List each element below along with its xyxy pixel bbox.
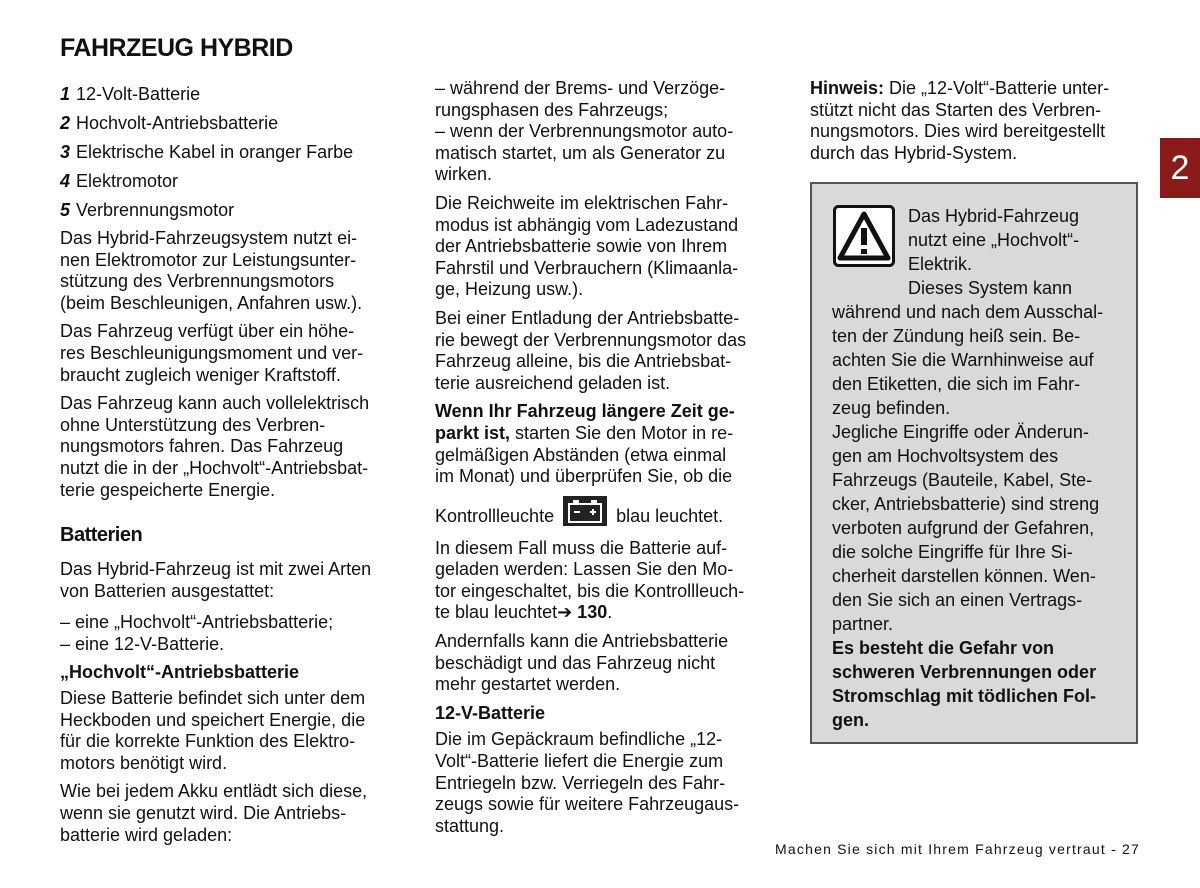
paragraph: Das Hybrid-Fahrzeug ist mit zwei Arten von Batterien ausgestattet: <box>60 559 372 601</box>
item-text: Verbrennungsmotor <box>76 200 235 220</box>
warning-text: Jegliche Eingriffe oder Änderun- gen am Hochvoltsystem des Fahrzeugs (Bauteile, Kabel, Ste- cker, Antriebsbatterie) sind streng verboten aufgrund der Gefahren, die solche Eingriffe für Ihre Si- cherheit darstellen können. Wen- den Sie sich an einen Vertrags- partner. <box>832 422 1100 634</box>
page-title: FAHRZEUG HYBRID <box>60 34 293 62</box>
battery-warning-lamp-icon <box>563 496 607 526</box>
list-item <box>60 171 395 200</box>
paragraph-text: . <box>607 602 613 623</box>
warning-danger-text: Es besteht die Gefahr von schweren Verbrennungen oder Stromschlag mit tödlichen Fol- gen. <box>832 638 1097 730</box>
component-list <box>60 84 395 224</box>
paragraph: Das Hybrid-Fahrzeugsystem nutzt ei- nen Elektromotor zur Leistungsunter- stützung des Verbrennungsmotors (beim Beschleunigen, Anfahren usw.). <box>60 228 363 313</box>
paragraph <box>435 401 770 487</box>
paragraph: Das Fahrzeug verfügt über ein höhe- res Beschleunigungsmoment und ver- braucht zugleich weniger Kraftstoff. <box>60 321 364 385</box>
paragraph: Andernfalls kann die Antriebsbatterie beschädigt und das Fahrzeug nicht mehr gestartet werden. <box>435 631 729 695</box>
section-heading-batterien: Batterien <box>60 524 143 547</box>
item-text: 12-Volt-Batterie <box>76 84 201 104</box>
warning-lamp-line <box>435 496 770 531</box>
note-label: Hinweis: <box>810 78 885 98</box>
item-text: Hochvolt-Antriebsbatterie <box>76 113 279 133</box>
page-footer: Machen Sie sich mit Ihrem Fahrzeug vertraut - 27 <box>775 841 1140 857</box>
warning-text: Dieses System kann <box>908 278 1073 298</box>
item-number: 1 <box>60 84 71 104</box>
subheading-12v: 12-V-Batterie <box>435 702 546 723</box>
warning-box <box>810 182 1138 744</box>
item-number: 5 <box>60 200 71 220</box>
column-1 <box>60 84 395 853</box>
dash-item: – wenn der Verbrennungsmotor auto- matisch startet, um als Generator zu wirken. <box>435 121 734 185</box>
paragraph-text: In diesem Fall muss die Batterie auf- geladen werden: Lassen Sie den Mo- tor eingeschaltet, bis die Kontrollleuch- te blau leuchtet <box>435 537 745 623</box>
paragraph <box>435 538 770 624</box>
bold-lead: Wenn Ihr Fahrzeug längere Zeit ge- parkt ist, <box>435 401 735 443</box>
item-number: 3 <box>60 142 71 162</box>
paragraph: Die im Gepäckraum befindliche „12- Volt“-Batterie liefert die Energie zum Entriegeln bzw. Verriegeln des Fahr- zeugs sowie für weitere Fahrzeugaus- stattung. <box>435 729 740 836</box>
column-2 <box>435 78 770 844</box>
paragraph: Bei einer Entladung der Antriebsbatte- rie bewegt der Verbrennungsmotor das Fahrzeug alleine, bis die Antriebsbat- terie ausreichend geladen ist. <box>435 307 747 393</box>
item-number: 2 <box>60 113 71 133</box>
warning-triangle-icon <box>833 205 895 267</box>
note-text: Die „12-Volt“-Batterie unter- stützt nicht das Starten des Verbren- nungsmotors. Dies wird bereitgestellt durch das Hybrid-System. <box>810 78 1110 163</box>
warning-intro: Das Hybrid-Fahrzeug nutzt eine „Hochvolt“- Elektrik. <box>908 206 1080 274</box>
lamp-text: blau leuchtet. <box>616 505 724 526</box>
paragraph: Das Fahrzeug kann auch vollelektrisch ohne Unterstützung des Verbren- nungsmotors fahren. Das Fahrzeug nutzt die in der „Hochvolt“-Antriebsbat- terie gespeicherte Energie. <box>60 393 370 500</box>
list-item <box>60 113 395 142</box>
item-number: 4 <box>60 171 71 191</box>
warning-text: während und nach dem Ausschal- ten der Zündung heiß sein. Be- achten Sie die Warnhinweise auf den Etiketten, die sich im Fahr- zeug befinden. <box>832 302 1104 418</box>
paragraph: Die Reichweite im elektrischen Fahr- modus ist abhängig vom Ladezustand der Antriebsbatterie sowie von Ihrem Fahrstil und Verbrauchern (Klimaanla- ge, Heizung usw.). <box>435 192 739 300</box>
list-item <box>60 200 395 224</box>
paragraph: Wie bei jedem Akku entlädt sich diese, wenn sie genutzt wird. Die Antriebs- batterie wird geladen: <box>60 781 368 845</box>
chapter-tab[interactable]: 2 <box>1160 138 1200 198</box>
paragraph: Diese Batterie befindet sich unter dem Heckboden und speichert Energie, die für die korrekte Funktion des Elektro- motors benötigt wird. <box>60 688 366 773</box>
dash-item: – während der Brems- und Verzöge- rungsphasen des Fahrzeugs; <box>435 78 726 120</box>
dash-item: – eine „Hochvolt“-Antriebsbatterie; <box>60 612 334 633</box>
list-item <box>60 84 395 113</box>
paragraph-text: starten Sie den Motor in re- gelmäßigen Abständen (etwa einmal im Monat) und überprüfen Sie, ob die <box>435 422 734 487</box>
subheading-hochvolt: „Hochvolt“-Antriebsbatterie <box>60 661 300 682</box>
dash-item: – eine 12-V-Batterie. <box>60 633 225 654</box>
note-paragraph <box>810 78 1140 164</box>
column-3 <box>810 78 1140 171</box>
list-item <box>60 142 395 171</box>
item-text: Elektromotor <box>76 171 179 191</box>
page-reference-link[interactable]: ➔ 130 <box>557 602 608 623</box>
warning-body <box>832 276 1132 732</box>
lamp-text: Kontrollleuchte <box>435 505 555 526</box>
item-text: Elektrische Kabel in oranger Farbe <box>76 142 354 162</box>
